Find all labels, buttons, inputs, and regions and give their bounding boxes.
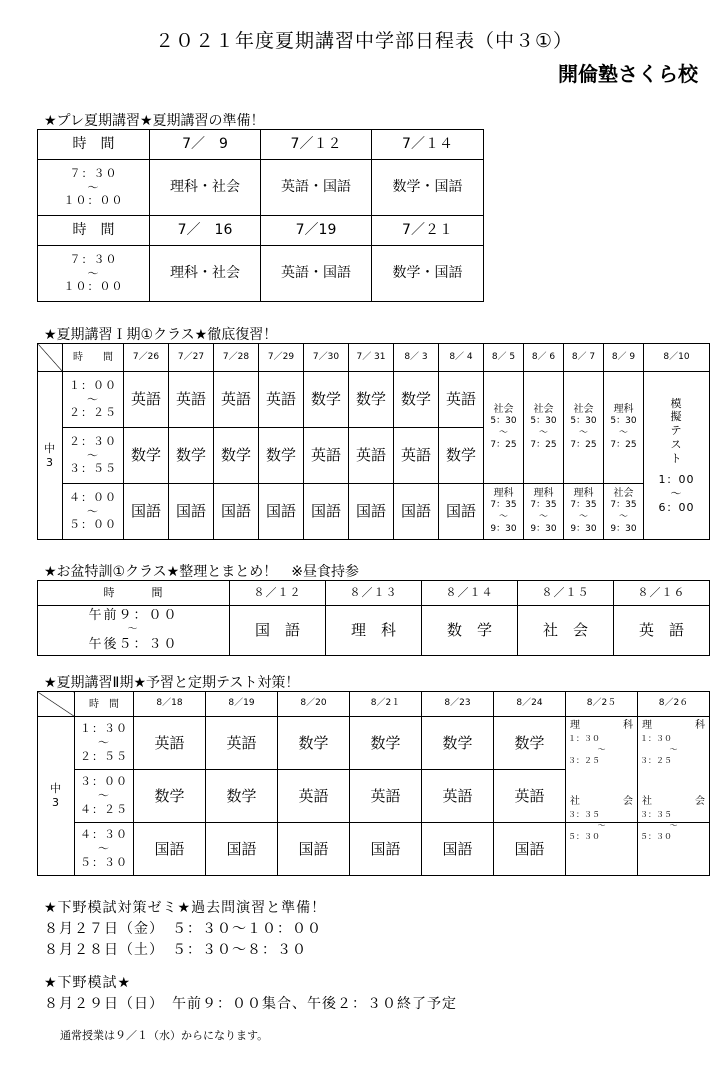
date-cell: 7／30 [304,344,349,372]
mock-test-cell: 模 擬 テ ス ト 1：00 ～ 6：00 [644,372,710,540]
subject-cell: 英語 [278,770,350,823]
date-cell: ８／１５ [518,581,614,606]
subject-cell: 数学 [304,372,349,428]
term1-heading: ★夏期講習Ｉ期①クラス★徹底復習！ [44,327,278,343]
time-range: ２：３０ ～ ３：５５ [63,428,124,484]
late-subject-cell: 社会 7：35 ～ 9：30 [604,484,644,540]
date-cell: ８／１４ [422,581,518,606]
subject-cell: 理科・社会 [150,246,261,302]
late-subject-cell: 理科 7：35 ～ 9：30 [524,484,564,540]
date-cell: 7／ 16 [150,216,261,246]
time-range: 午前９：００ ～ 午後５：３０ [38,606,230,656]
time-header: 時 間 [38,581,230,606]
subject-cell: 英語 [394,428,439,484]
pre-heading: ★プレ夏期講習★夏期講習の準備！ [44,113,265,129]
subject-cell: 数 学 [422,606,518,656]
subject-cell: 数学 [214,428,259,484]
date-cell: 7／29 [259,344,304,372]
date-cell: 7／28 [214,344,259,372]
time-header: 時 間 [63,344,124,372]
date-cell: 8／ 3 [394,344,439,372]
late-subject-cell: 社 会 ３：３５ ～ ５：３０ [566,823,638,876]
subject-cell: 英語 [206,717,278,770]
date-cell: ８／１３ [326,581,422,606]
subject-cell: 数学 [394,372,439,428]
time-range: ４：３０ ～ ５：３０ [75,823,134,876]
date-cell: 8／2６ [638,692,710,717]
date-cell: 8／ 6 [524,344,564,372]
subject-cell: 国 語 [230,606,326,656]
subject-cell: 国語 [422,823,494,876]
subject-cell: 国語 [349,484,394,540]
mock-exam-heading: ★下野模試★ [44,975,132,991]
mock-exam-line: ８月２９日（日） 午前９：００集合、午後２：３０終了予定 [44,996,457,1012]
subject-cell: 国語 [394,484,439,540]
date-cell: 7／ 9 [150,130,261,160]
subject-cell: 英語 [349,428,394,484]
time-range: １：３０ ～ ２：５５ [75,717,134,770]
subject-cell: 英語 [422,770,494,823]
subject-cell: 英語 [134,717,206,770]
subject-cell: 数学 [350,717,422,770]
subject-cell: 英語 [494,770,566,823]
date-cell: 8／ 5 [484,344,524,372]
grade-cell: 中 3 [38,372,63,540]
late-subject-cell: 社会 5：30 ～ 7：25 [484,372,524,484]
date-cell: 7／１２ [261,130,372,160]
date-cell: 8／ 4 [439,344,484,372]
time-header: 時 間 [38,130,150,160]
grade-cell: 中 3 [38,717,75,876]
date-cell: 7／ 31 [349,344,394,372]
date-cell: 8／10 [644,344,710,372]
date-cell: 7／26 [124,344,169,372]
subject-cell: 国語 [278,823,350,876]
date-cell: ８／１６ [614,581,710,606]
time-range: １：００ ～ ２：２５ [63,372,124,428]
date-cell: 7／19 [261,216,372,246]
seminar-line: ８月２８日（土） ５：３０～８：３０ [44,942,307,958]
date-cell: 8／2１ [350,692,422,717]
time-header: 時 間 [75,692,134,717]
date-cell: 7／２１ [372,216,484,246]
seminar-heading: ★下野模試対策ゼミ★過去問演習と準備！ [44,900,327,916]
subject-cell: 英語・国語 [261,246,372,302]
late-subject-cell: 社会 5：30 ～ 7：25 [524,372,564,484]
late-subject-cell: 社会 5：30 ～ 7：25 [564,372,604,484]
subject-cell: 英語 [214,372,259,428]
date-cell: ８／１２ [230,581,326,606]
date-cell: 7／１４ [372,130,484,160]
date-cell: 8／20 [278,692,350,717]
subject-cell: 社 会 [518,606,614,656]
subject-cell: 数学 [259,428,304,484]
time-header: 時 間 [38,216,150,246]
late-subject-cell: 理科 7：35 ～ 9：30 [484,484,524,540]
subject-cell: 数学・国語 [372,160,484,216]
obon-heading: ★お盆特訓①クラス★整理とまとめ！ ※昼食持参 [44,564,359,580]
subject-cell: 国語 [206,823,278,876]
late-subject-cell: 理 科 １：３０ ～ ３：２５ [638,717,710,823]
subject-cell: 英語 [350,770,422,823]
date-cell: 7／27 [169,344,214,372]
subject-cell: 英語 [124,372,169,428]
term2-heading: ★夏期講習Ⅱ期★予習と定期テスト対策！ [44,675,300,691]
subject-cell: 数学 [494,717,566,770]
subject-cell: 理 科 [326,606,422,656]
late-subject-cell: 理科 5：30 ～ 7：25 [604,372,644,484]
footer-note: 通常授業は９／１（水）からになります。 [60,1029,269,1042]
subject-cell: 国語 [134,823,206,876]
date-cell: 8／ 9 [604,344,644,372]
page-title: ２０２１年度夏期講習中学部日程表（中３①） [154,30,574,52]
date-cell: 8／24 [494,692,566,717]
late-subject-cell: 理科 7：35 ～ 9：30 [564,484,604,540]
subject-cell: 数学 [124,428,169,484]
subject-cell: 英語 [439,372,484,428]
subject-cell: 英語 [259,372,304,428]
late-subject-cell: 理 科 １：３０ ～ ３：２５ [566,717,638,823]
date-cell: 8／23 [422,692,494,717]
subject-cell: 数学 [422,717,494,770]
time-range: ３：００ ～ ４：２５ [75,770,134,823]
date-cell: 8／18 [134,692,206,717]
subject-cell: 国語 [259,484,304,540]
subject-cell: 国語 [124,484,169,540]
date-cell: 8／ 7 [564,344,604,372]
time-range: ４：００ ～ ５：００ [63,484,124,540]
time-range: ７：３０ ～ １０：００ [38,246,150,302]
late-subject-cell: 社 会 ３：３５ ～ ５：３０ [638,823,710,876]
subject-cell: 数学 [134,770,206,823]
pre-table [37,129,484,302]
subject-cell: 数学 [349,372,394,428]
subject-cell: 国語 [350,823,422,876]
subject-cell: 英語・国語 [261,160,372,216]
corner-cell [38,344,63,372]
subject-cell: 英 語 [614,606,710,656]
subject-cell: 国語 [214,484,259,540]
seminar-line: ８月２７日（金） ５：３０～１０：００ [44,921,322,937]
subject-cell: 理科・社会 [150,160,261,216]
subject-cell: 数学 [278,717,350,770]
term1-table [37,343,710,540]
obon-table [37,580,710,656]
time-range: ７：３０ ～ １０：００ [38,160,150,216]
subject-cell: 数学・国語 [372,246,484,302]
subject-cell: 数学 [169,428,214,484]
subject-cell: 国語 [304,484,349,540]
subject-cell: 国語 [169,484,214,540]
corner-cell [38,692,75,717]
date-cell: 8／19 [206,692,278,717]
term2-table [37,691,710,876]
date-cell: 8／2５ [566,692,638,717]
subject-cell: 数学 [206,770,278,823]
subject-cell: 国語 [439,484,484,540]
subject-cell: 英語 [169,372,214,428]
subject-cell: 数学 [439,428,484,484]
subject-cell: 国語 [494,823,566,876]
school-name: 開倫塾さくら校 [558,62,698,86]
subject-cell: 英語 [304,428,349,484]
